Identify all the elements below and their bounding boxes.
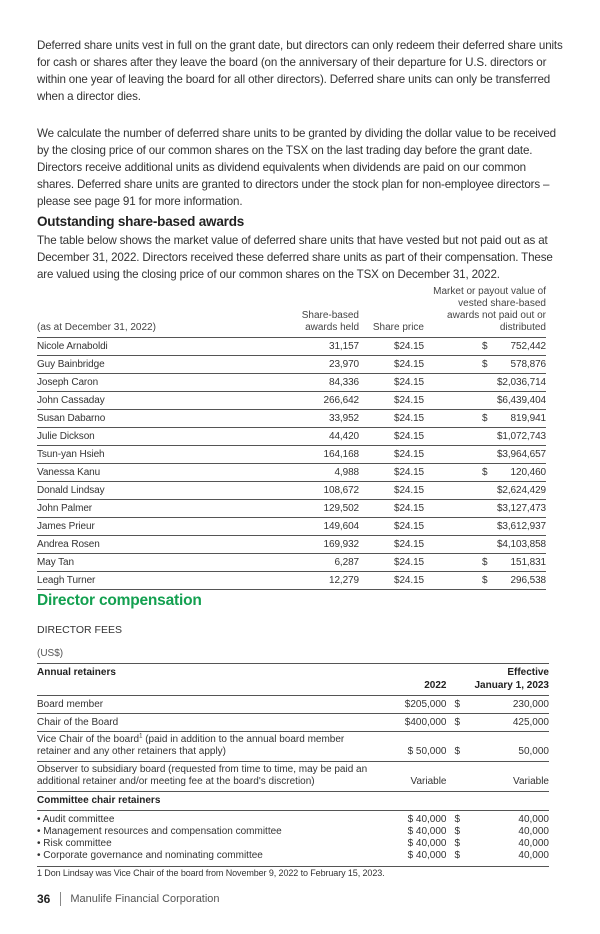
awards-held: 149,604 — [279, 518, 359, 536]
table-row — [37, 554, 546, 572]
director-name: May Tan — [37, 554, 279, 572]
share-price: $24.15 — [359, 338, 424, 356]
share-price: $24.15 — [359, 536, 424, 554]
column-header-price: Share price — [372, 322, 424, 333]
company-name: Manulife Financial Corporation — [70, 893, 220, 905]
dollar-sign: $ — [482, 359, 488, 370]
outstanding-awards-body — [37, 338, 546, 590]
market-value: $3,127,473 — [424, 500, 546, 518]
market-value: $1,072,743 — [424, 428, 546, 446]
table-row — [37, 410, 546, 428]
table-row — [37, 482, 546, 500]
market-value: $2,036,714 — [424, 374, 546, 392]
director-name: John Cassaday — [37, 392, 279, 410]
share-price: $24.15 — [359, 554, 424, 572]
awards-held: 6,287 — [279, 554, 359, 572]
committee-rows — [37, 811, 549, 867]
director-name: Joseph Caron — [37, 374, 279, 392]
fee-dollar-sign: $ — [447, 732, 475, 762]
table-row — [37, 518, 546, 536]
share-price: $24.15 — [359, 500, 424, 518]
share-price: $24.15 — [359, 392, 424, 410]
intro-paragraph-2: We calculate the number of deferred share units to be granted by dividing the dollar value to be received by the closing price of our common shares on the TSX on the last trading day before the grant date. Directors receive additional units as dividend equivalents when dividends are paid on our common shares. Deferred share units are granted to directors under the stock plan for non-employee directors – please see page 91 for more information. — [37, 127, 556, 208]
share-price: $24.15 — [359, 518, 424, 536]
fee-2023: 425,000 — [475, 714, 550, 732]
table-row — [37, 356, 546, 374]
fee-2022: $400,000 — [381, 714, 447, 732]
committee-heading-row — [37, 792, 549, 811]
director-name: Susan Dabarno — [37, 410, 279, 428]
dollar-sign: $ — [482, 467, 488, 478]
table-row — [37, 374, 546, 392]
fee-2023: 50,000 — [475, 732, 550, 762]
committee-2022-values: $ 40,000 $ 40,000 $ 40,000 $ 40,000 — [381, 811, 447, 867]
share-price: $24.15 — [359, 482, 424, 500]
director-compensation-heading: Director compensation — [37, 592, 202, 609]
column-header-value: Market or payout value of vested share-based awards not paid out or distributed — [433, 286, 546, 333]
fee-label: Chair of the Board — [37, 714, 381, 732]
column-header-2022: 2022 — [381, 664, 447, 696]
column-header-name: (as at December 31, 2022) — [37, 322, 156, 333]
director-name: Andrea Rosen — [37, 536, 279, 554]
fees-row-board-member — [37, 696, 549, 714]
director-name: Nicole Arnaboldi — [37, 338, 279, 356]
column-header-spacer — [447, 664, 475, 696]
footnote-ref: 1 — [139, 733, 143, 740]
committee-audit: • Audit committee — [37, 814, 115, 825]
fee-dollar-sign: $ — [447, 696, 475, 714]
dollar-sign: $ — [482, 341, 488, 352]
column-header-held: Share-based awards held — [301, 310, 359, 333]
table-row — [37, 536, 546, 554]
awards-held: 23,970 — [279, 356, 359, 374]
director-fees-table — [37, 663, 549, 867]
committee-risk: • Risk committee — [37, 838, 112, 849]
page-footer — [37, 892, 220, 906]
fee-2023: 230,000 — [475, 696, 550, 714]
fees-row-observer — [37, 762, 549, 792]
awards-held: 12,279 — [279, 572, 359, 590]
market-value: $ 120,460 — [424, 464, 546, 482]
fee-dollar-sign — [447, 762, 475, 792]
awards-held: 31,157 — [279, 338, 359, 356]
table-row — [37, 500, 546, 518]
fee-2023: Variable — [475, 762, 550, 792]
share-price: $24.15 — [359, 356, 424, 374]
market-value: $2,624,429 — [424, 482, 546, 500]
dollar-sign: $ — [482, 575, 488, 586]
director-name: James Prieur — [37, 518, 279, 536]
fees-row-vice-chair — [37, 732, 549, 762]
fees-header-row — [37, 664, 549, 696]
table-header-row — [37, 286, 546, 338]
share-price: $24.15 — [359, 446, 424, 464]
outstanding-awards-paragraph: The table below shows the market value of deferred share units that have vested but not paid out as at December 31, 2022. Directors received these deferred share units as part of their compensation. These are valued using the closing price of our common shares on the TSX on December 31, 2022. — [37, 234, 553, 281]
market-value: $ 578,876 — [424, 356, 546, 374]
market-value: $6,439,404 — [424, 392, 546, 410]
market-value: $4,103,858 — [424, 536, 546, 554]
awards-held: 108,672 — [279, 482, 359, 500]
awards-held: 164,168 — [279, 446, 359, 464]
dollar-sign: $ — [482, 557, 488, 568]
share-price: $24.15 — [359, 572, 424, 590]
market-value: $3,964,657 — [424, 446, 546, 464]
table-row — [37, 338, 546, 356]
fees-row-chair — [37, 714, 549, 732]
awards-held: 266,642 — [279, 392, 359, 410]
director-name: John Palmer — [37, 500, 279, 518]
footnote: 1 Don Lindsay was Vice Chair of the board from November 9, 2022 to February 15, 2023. — [37, 868, 385, 878]
table-row — [37, 572, 546, 590]
outstanding-awards-heading: Outstanding share-based awards — [37, 214, 245, 229]
share-price: $24.15 — [359, 410, 424, 428]
director-name: Vanessa Kanu — [37, 464, 279, 482]
director-fees-title: DIRECTOR FEES — [37, 624, 122, 636]
dollar-sign: $ — [482, 413, 488, 424]
intro-paragraph-1: Deferred share units vest in full on the grant date, but directors can only redeem their deferred share units for cash or shares after they leave the board (on the anniversary of their departure for U.S. directors or within one year of leaving the board for all other directors). Deferred share units can only be transferred when a director dies. — [37, 39, 563, 103]
fee-2022: $205,000 — [381, 696, 447, 714]
awards-held: 4,988 — [279, 464, 359, 482]
market-value: $ 819,941 — [424, 410, 546, 428]
committee-mrcc: • Management resources and compensation committee — [37, 826, 282, 837]
awards-held: 44,420 — [279, 428, 359, 446]
committee-governance: • Corporate governance and nominating committee — [37, 850, 263, 861]
awards-held: 129,502 — [279, 500, 359, 518]
table-row — [37, 392, 546, 410]
fee-2022: Variable — [381, 762, 447, 792]
market-value: $ 752,442 — [424, 338, 546, 356]
page-number: 36 — [37, 892, 51, 906]
director-name: Leagh Turner — [37, 572, 279, 590]
committee-chair-retainers-heading: Committee chair retainers — [37, 792, 549, 811]
director-name: Julie Dickson — [37, 428, 279, 446]
column-header-effective: Effective January 1, 2023 — [475, 664, 550, 696]
market-value: $3,612,937 — [424, 518, 546, 536]
committee-labels — [37, 811, 381, 867]
committee-2023-values: 40,000 40,000 40,000 40,000 — [475, 811, 550, 867]
director-name: Tsun-yan Hsieh — [37, 446, 279, 464]
table-row — [37, 446, 546, 464]
fee-label: Board member — [37, 696, 381, 714]
fee-dollar-sign: $ — [447, 714, 475, 732]
table-row — [37, 464, 546, 482]
fee-label: Observer to subsidiary board (requested from time to time, may be paid an additional retainer and/or meeting fee at the board's discretion) — [37, 762, 381, 792]
awards-held: 33,952 — [279, 410, 359, 428]
outstanding-awards-table — [37, 286, 546, 590]
column-header-annual-retainers: Annual retainers — [37, 664, 381, 696]
table-row — [37, 428, 546, 446]
director-name: Guy Bainbridge — [37, 356, 279, 374]
currency-units: (US$) — [37, 648, 64, 659]
share-price: $24.15 — [359, 428, 424, 446]
director-name: Donald Lindsay — [37, 482, 279, 500]
footer-divider — [60, 892, 61, 906]
fee-label: Vice Chair of the board$^1$ (paid in addition to the annual board member retainer and any other retainers that apply) — [37, 732, 381, 762]
market-value: $ 151,831 — [424, 554, 546, 572]
awards-held: 84,336 — [279, 374, 359, 392]
market-value: $ 296,538 — [424, 572, 546, 590]
committee-dollar-signs: $ $ $ $ — [447, 811, 475, 867]
share-price: $24.15 — [359, 464, 424, 482]
awards-held: 169,932 — [279, 536, 359, 554]
fee-2022: $ 50,000 — [381, 732, 447, 762]
share-price: $24.15 — [359, 374, 424, 392]
